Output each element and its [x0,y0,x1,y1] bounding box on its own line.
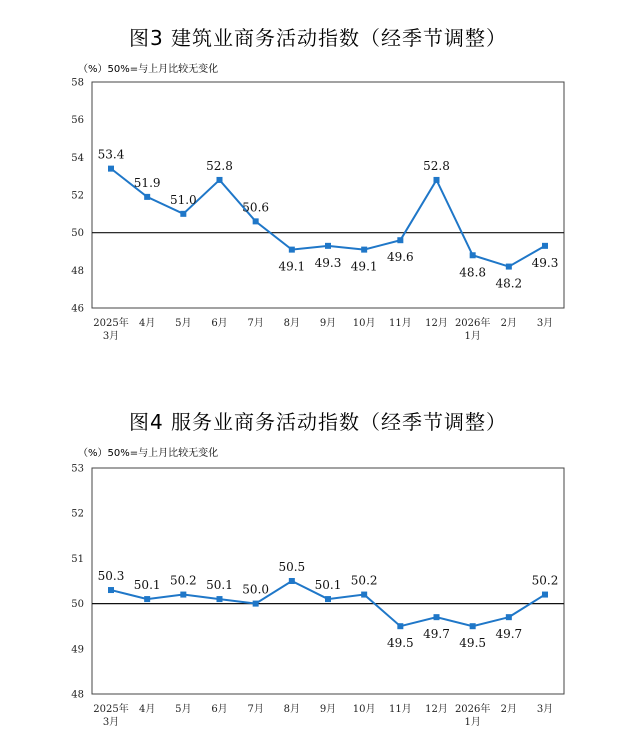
data-label: 49.3 [531,255,559,270]
data-label: 50.2 [531,573,559,588]
x-tick-label: 2026年 [454,704,491,715]
y-tick-label: 48 [71,265,84,277]
data-label: 50.1 [133,578,161,593]
data-point-marker [434,614,440,620]
x-tick-label: 10月 [352,318,376,329]
construction-index-chart [0,0,636,360]
chart-title-construction: 图3 建筑业商务活动指数（经季节调整） [128,26,508,50]
y-tick-label: 54 [71,152,84,164]
data-label: 49.7 [423,627,450,642]
data-point-marker [470,252,476,258]
x-tick-label: 2月 [500,704,518,715]
data-label: 49.1 [278,259,306,274]
x-tick-label: 3月 [536,318,554,329]
data-label: 52.8 [423,158,450,173]
y-tick-label: 50 [71,228,84,240]
x-tick-label: 4月 [138,318,156,329]
x-tick-label: 11月 [388,704,412,715]
data-label: 50.3 [97,569,125,584]
data-point-marker [289,578,295,584]
x-tick-label: 8月 [283,704,301,715]
data-label: 50.2 [169,573,197,588]
x-tick-label: 2025年 [93,704,129,715]
data-point-marker [108,587,114,593]
services-index-chart [0,384,636,746]
x-tick-label: 2025年 [93,318,129,329]
x-tick-label: 7月 [247,318,264,329]
data-point-marker [361,592,367,598]
x-tick-label: 3月 [102,331,120,342]
series-line [111,169,545,267]
data-label: 50.1 [206,578,233,593]
data-point-marker [470,623,476,629]
data-label: 53.4 [97,147,125,162]
data-point-marker [144,596,150,602]
data-point-marker [506,614,512,620]
data-label: 51.0 [169,192,197,207]
data-label: 50.1 [314,578,342,593]
x-tick-label: 4月 [138,704,156,715]
data-label: 49.7 [495,627,523,642]
data-point-marker [289,247,295,253]
data-label: 50.5 [278,560,306,574]
x-tick-label: 3月 [536,704,554,715]
data-point-marker [506,264,512,270]
data-point-marker [253,218,259,224]
data-point-marker [217,596,223,602]
chart-title-services: 图4 服务业商务活动指数（经季节调整） [128,410,508,434]
x-tick-label: 5月 [175,318,192,329]
data-label: 51.9 [133,175,161,190]
y-tick-label: 49 [71,644,84,656]
data-point-marker [108,166,114,172]
data-label: 49.1 [350,259,378,274]
x-tick-label: 6月 [211,704,228,715]
y-tick-label: 56 [71,115,84,127]
x-tick-label: 9月 [319,704,337,715]
data-point-marker [434,177,440,183]
y-tick-label: 52 [71,508,84,520]
data-point-marker [180,211,186,217]
data-point-marker [325,596,331,602]
x-tick-label: 2月 [500,318,518,329]
x-tick-label: 1月 [464,717,481,728]
x-tick-label: 7月 [247,704,264,715]
y-tick-label: 53 [71,463,84,475]
data-point-marker [397,623,403,629]
unit-note-construction: （%）50%=与上月比较无变化 [78,64,219,75]
x-tick-label: 8月 [283,318,301,329]
data-point-marker [217,177,223,183]
data-label: 50.6 [242,200,270,215]
x-tick-label: 3月 [102,717,120,728]
data-label: 52.8 [206,158,233,173]
y-tick-label: 52 [71,190,84,202]
x-tick-label: 12月 [425,318,448,329]
data-label: 48.2 [495,276,523,291]
y-tick-label: 46 [71,303,84,315]
x-tick-label: 6月 [211,318,228,329]
data-label: 48.8 [459,265,487,280]
data-label: 50.2 [350,573,378,588]
x-tick-label: 5月 [175,704,192,715]
y-tick-label: 48 [71,689,84,701]
data-label: 49.5 [459,636,487,651]
data-label: 49.5 [386,636,414,651]
data-point-marker [542,592,548,598]
x-tick-label: 2026年 [454,318,491,329]
data-label: 49.3 [314,255,342,270]
data-point-marker [253,601,259,607]
y-tick-label: 50 [71,599,84,611]
x-tick-label: 11月 [388,318,412,329]
x-tick-label: 9月 [319,318,337,329]
x-tick-label: 1月 [464,331,481,342]
data-point-marker [361,247,367,253]
plot-frame [92,82,564,308]
data-point-marker [325,243,331,249]
x-tick-label: 12月 [425,704,448,715]
data-point-marker [397,237,403,243]
data-point-marker [180,592,186,598]
data-point-marker [144,194,150,200]
x-tick-label: 10月 [352,704,376,715]
data-label: 50.0 [242,582,270,597]
y-tick-label: 58 [71,77,84,89]
y-tick-label: 51 [71,553,84,565]
data-label: 49.6 [386,250,414,265]
unit-note-services: （%）50%=与上月比较无变化 [78,448,219,459]
data-point-marker [542,243,548,249]
